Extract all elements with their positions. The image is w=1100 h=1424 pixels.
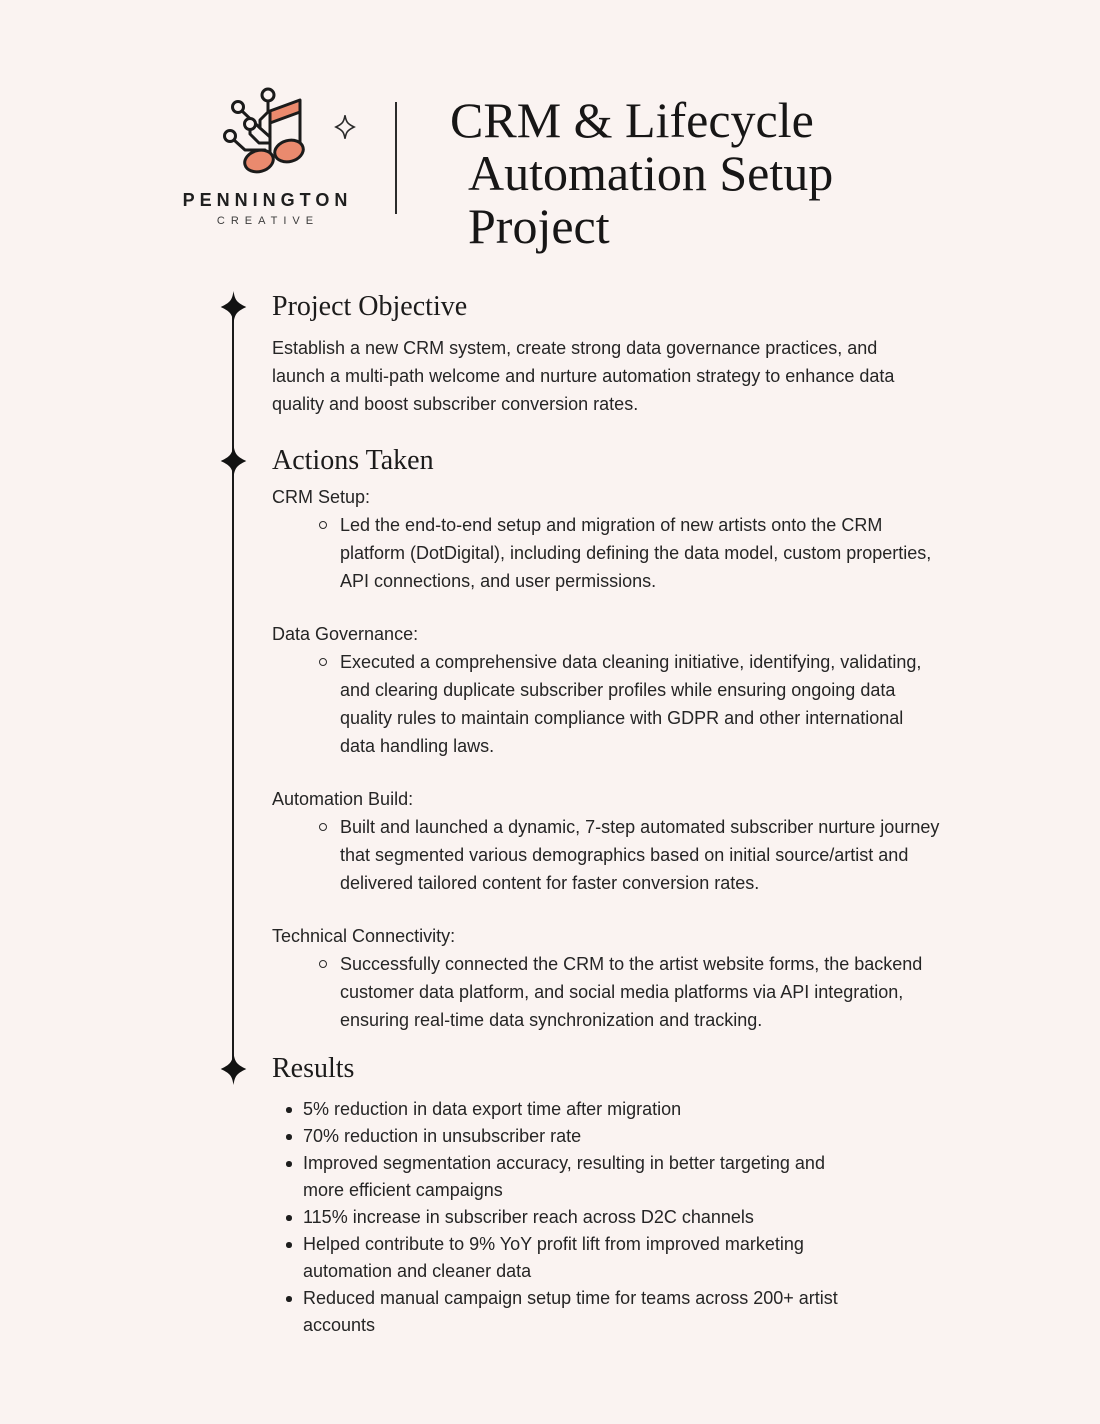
section-heading-label: Project Objective bbox=[272, 291, 468, 322]
dot-bullet-icon bbox=[286, 1215, 292, 1221]
star-marker-icon bbox=[220, 1053, 247, 1085]
action-group-label: Technical Connectivity: bbox=[272, 926, 456, 946]
list-item-text: Reduced manual campaign setup time for teams across 200+ artist accounts bbox=[303, 1288, 838, 1335]
action-group-label: CRM Setup: bbox=[272, 487, 371, 507]
star-marker-icon bbox=[220, 445, 247, 477]
list-item-text: 5% reduction in data export time after migration bbox=[303, 1099, 682, 1119]
dot-bullet-icon bbox=[286, 1242, 292, 1248]
music-note-circuit-logo-icon bbox=[215, 82, 315, 178]
header-divider bbox=[395, 102, 397, 214]
section-results bbox=[272, 1052, 1040, 1339]
list-item bbox=[303, 1231, 848, 1285]
page-title-line-2: Automation Setup bbox=[468, 145, 834, 201]
dot-bullet-icon bbox=[286, 1161, 292, 1167]
circle-bullet-icon bbox=[319, 658, 327, 666]
list-item-text: Executed a comprehensive data cleaning initiative, identifying, validating, and clearing duplicate subscriber profiles while ensuring ongoing data quality rules to maintain compliance with GDPR and other international data handling laws. bbox=[340, 652, 922, 756]
section-heading-label: Results bbox=[272, 1053, 355, 1084]
list-item-text: Successfully connected the CRM to the artist website forms, the backend customer data platform, and social media platforms via API integration, ensuring real-time data synchronization and tracking. bbox=[340, 954, 923, 1030]
action-group-list bbox=[272, 950, 1040, 1034]
section-heading bbox=[272, 1052, 1040, 1086]
timeline-content bbox=[233, 290, 1040, 1339]
list-item bbox=[340, 648, 940, 760]
list-item bbox=[303, 1150, 848, 1204]
section-actions-taken bbox=[272, 444, 1040, 1034]
section-heading bbox=[272, 290, 1040, 324]
section-heading-label: Actions Taken bbox=[272, 445, 434, 476]
circle-bullet-icon bbox=[319, 521, 327, 529]
list-item-text: Improved segmentation accuracy, resulting in better targeting and more efficient campaigns bbox=[303, 1153, 825, 1200]
list-item-text: Built and launched a dynamic, 7-step automated subscriber nurture journey that segmented various demographics based on initial source/artist and delivered tailored content for faster conversion rates. bbox=[340, 817, 940, 893]
page-title bbox=[450, 94, 833, 253]
objective-paragraph: Establish a new CRM system, create strong data governance practices, and launch a multi-path welcome and nurture automation strategy to enhance data quality and boost subscriber conversion rates. bbox=[272, 338, 895, 414]
sparkle-icon bbox=[334, 114, 356, 140]
brand-tagline: CREATIVE bbox=[216, 215, 320, 227]
section-project-objective bbox=[272, 290, 1040, 418]
dot-bullet-icon bbox=[286, 1134, 292, 1140]
list-item-text: Helped contribute to 9% YoY profit lift from improved marketing automation and cleaner data bbox=[303, 1234, 804, 1281]
list-item bbox=[303, 1123, 848, 1150]
action-group-label: Data Governance: bbox=[272, 624, 419, 644]
list-item bbox=[340, 813, 940, 897]
dot-bullet-icon bbox=[286, 1107, 292, 1113]
action-group-list bbox=[272, 511, 1040, 595]
circle-bullet-icon bbox=[319, 960, 327, 968]
star-marker-icon bbox=[220, 291, 247, 323]
list-item bbox=[340, 950, 940, 1034]
timeline-line bbox=[232, 307, 234, 1069]
list-item-text: 115% increase in subscriber reach across D2C channels bbox=[303, 1207, 754, 1227]
action-group-label: Automation Build: bbox=[272, 789, 414, 809]
brand-logo bbox=[175, 82, 355, 227]
action-group-list bbox=[272, 813, 1040, 897]
list-item bbox=[303, 1204, 848, 1231]
page-title-line-3: Project bbox=[468, 198, 610, 254]
list-item bbox=[303, 1096, 848, 1123]
page-title-line-1: CRM & Lifecycle bbox=[450, 92, 814, 148]
dot-bullet-icon bbox=[286, 1296, 292, 1302]
results-list bbox=[272, 1096, 1040, 1339]
list-item-text: 70% reduction in unsubscriber rate bbox=[303, 1126, 582, 1146]
section-heading bbox=[272, 444, 1040, 478]
brand-name: PENNINGTON bbox=[182, 190, 353, 210]
circle-bullet-icon bbox=[319, 823, 327, 831]
list-item bbox=[340, 511, 940, 595]
list-item-text: Led the end-to-end setup and migration of new artists onto the CRM platform (DotDigital), including defining the data model, custom properties, API connections, and user permissions. bbox=[340, 515, 932, 591]
action-group-list bbox=[272, 648, 1040, 760]
list-item bbox=[303, 1285, 848, 1339]
